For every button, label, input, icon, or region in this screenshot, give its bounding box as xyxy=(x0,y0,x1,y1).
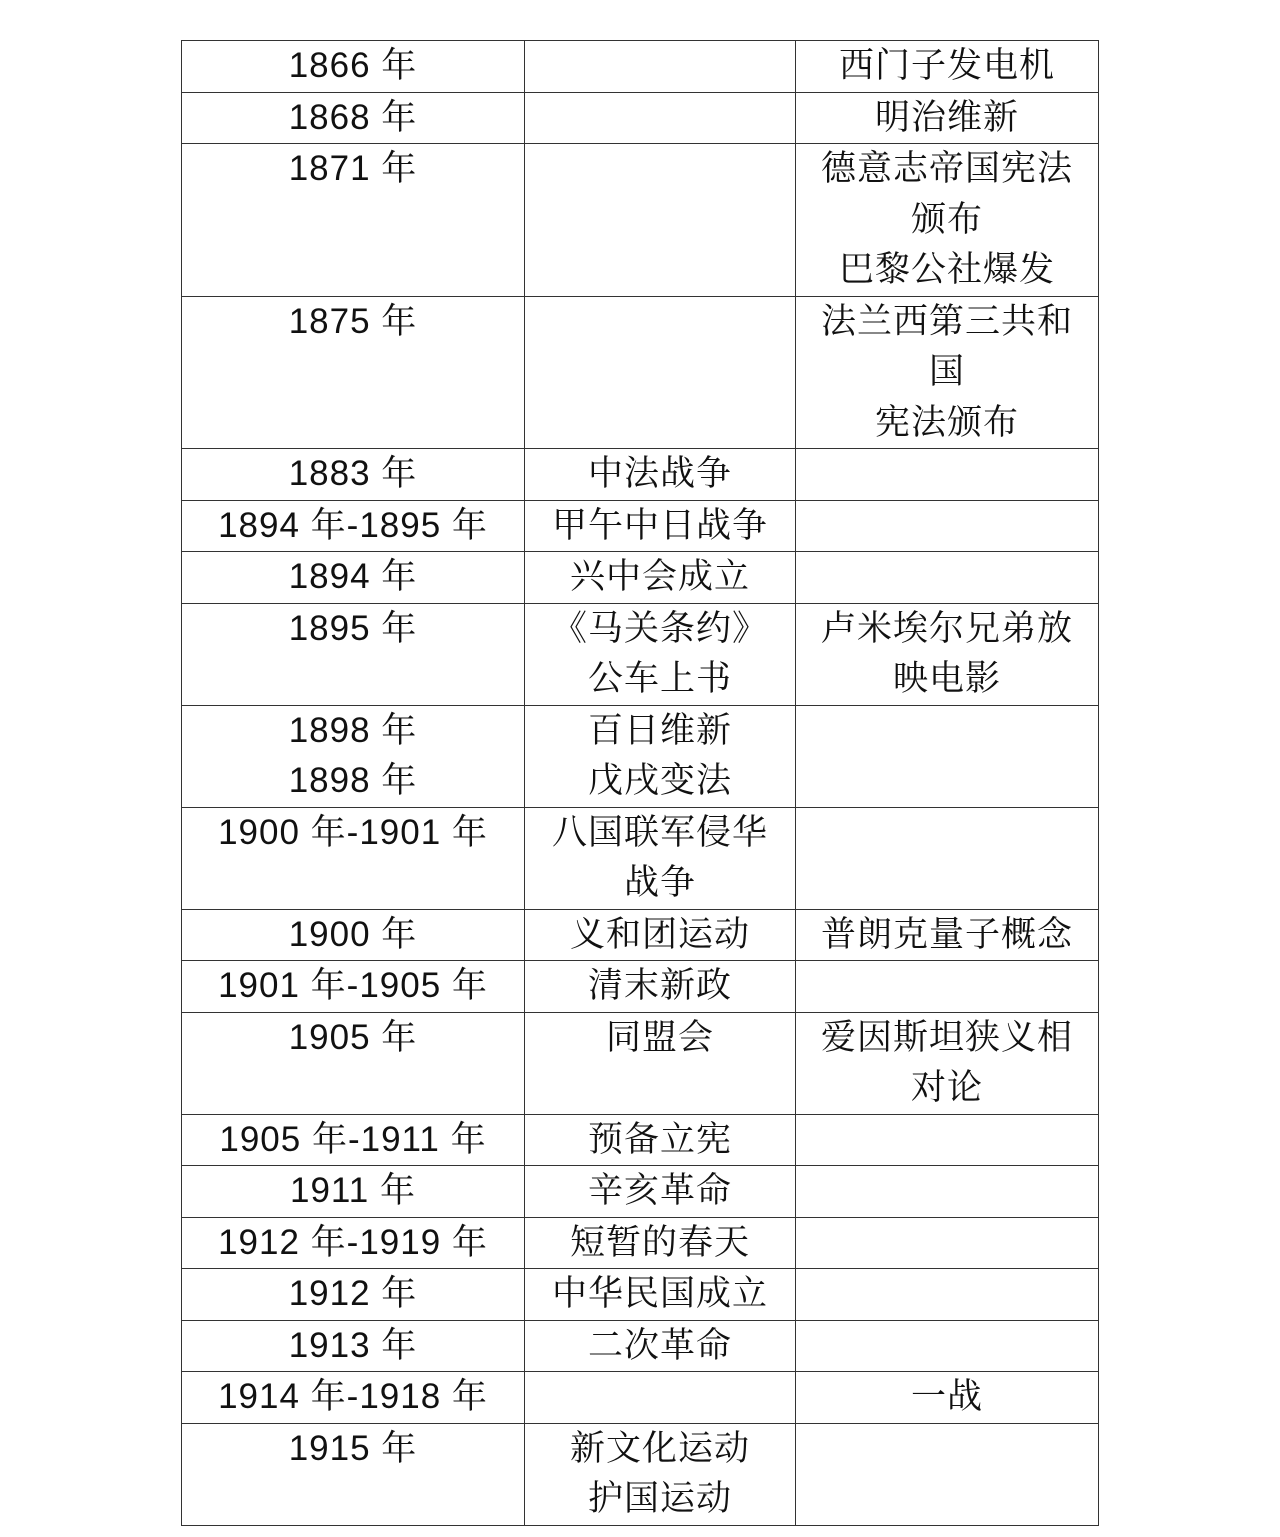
year-cell-line: 1895 年 xyxy=(288,608,418,648)
china-event-cell-line: 戊戌变法 xyxy=(587,761,732,801)
world-event-cell-line: 法兰西第三共和 xyxy=(820,301,1073,342)
world-event-cell-line: 对论 xyxy=(910,1068,983,1108)
china-event-cell xyxy=(525,1320,796,1372)
china-event-cell xyxy=(525,1012,796,1114)
world-event-cell-line: 爱因斯坦狭义相 xyxy=(820,1017,1073,1058)
world-event-cell xyxy=(796,1114,1099,1166)
table-row xyxy=(182,807,1099,909)
table-row xyxy=(182,500,1099,552)
china-event-cell-line: 预备立宪 xyxy=(587,1119,732,1160)
china-event-cell-line: 百日维新 xyxy=(587,710,732,751)
china-event-cell xyxy=(525,1269,796,1321)
table-row xyxy=(182,705,1099,807)
year-cell xyxy=(182,552,525,604)
world-event-cell xyxy=(796,705,1099,807)
china-event-cell-line: 护国运动 xyxy=(587,1479,732,1519)
table-row xyxy=(182,961,1099,1013)
history-timeline-table xyxy=(181,40,1099,1526)
china-event-cell xyxy=(525,807,796,909)
china-event-cell-line: 甲午中日战争 xyxy=(551,505,768,546)
china-event-cell-line: 新文化运动 xyxy=(569,1428,750,1469)
china-event-cell-line: 二次革命 xyxy=(587,1325,732,1366)
world-event-cell-line: 普朗克量子概念 xyxy=(820,914,1073,955)
world-event-cell xyxy=(796,552,1099,604)
china-event-cell-line: 清末新政 xyxy=(587,966,732,1006)
year-cell xyxy=(182,603,525,705)
china-event-cell-line: 同盟会 xyxy=(605,1017,714,1058)
world-event-cell-line: 宪法颁布 xyxy=(874,402,1019,443)
table-row xyxy=(182,1217,1099,1269)
table-row xyxy=(182,144,1099,297)
world-event-cell xyxy=(796,1320,1099,1372)
year-cell xyxy=(182,1012,525,1114)
world-event-cell xyxy=(796,92,1099,144)
year-cell xyxy=(182,1269,525,1321)
china-event-cell xyxy=(525,41,796,93)
china-event-cell-line: 中法战争 xyxy=(587,454,732,494)
table-row xyxy=(182,449,1099,501)
world-event-cell xyxy=(796,41,1099,93)
china-event-cell xyxy=(525,1217,796,1269)
china-event-cell xyxy=(525,603,796,705)
table-row xyxy=(182,603,1099,705)
world-event-cell-line: 国 xyxy=(928,352,965,392)
china-event-cell xyxy=(525,705,796,807)
year-cell-line: 1898 年 xyxy=(288,710,418,750)
table-row xyxy=(182,1012,1099,1114)
world-event-cell-line: 西门子发电机 xyxy=(838,46,1055,86)
world-event-cell-line: 颁布 xyxy=(910,199,983,240)
world-event-cell xyxy=(796,909,1099,961)
china-event-cell-line: 中华民国成立 xyxy=(551,1274,768,1314)
year-cell-line: 1875 年 xyxy=(288,301,418,341)
year-cell xyxy=(182,92,525,144)
table-row xyxy=(182,1166,1099,1218)
year-cell-line: 1905 年 xyxy=(288,1017,418,1057)
china-event-cell xyxy=(525,144,796,297)
table-row xyxy=(182,1269,1099,1321)
china-event-cell-line: 公车上书 xyxy=(587,659,732,699)
china-event-cell xyxy=(525,500,796,552)
world-event-cell-line: 卢米埃尔兄弟放 xyxy=(820,608,1073,649)
china-event-cell-line: 战争 xyxy=(623,863,696,903)
world-event-cell-line: 映电影 xyxy=(892,659,1001,699)
year-cell-line: 1868 年 xyxy=(288,97,418,137)
world-event-cell-line: 明治维新 xyxy=(874,97,1019,138)
table-row xyxy=(182,1320,1099,1372)
china-event-cell xyxy=(525,552,796,604)
china-event-cell-line: 《马关条约》 xyxy=(551,608,768,649)
china-event-cell-line: 义和团运动 xyxy=(569,914,750,955)
year-cell-line: 1915 年 xyxy=(288,1428,418,1468)
table-row xyxy=(182,552,1099,604)
world-event-cell xyxy=(796,1269,1099,1321)
world-event-cell-line: 一战 xyxy=(910,1377,983,1417)
year-cell xyxy=(182,807,525,909)
year-cell xyxy=(182,909,525,961)
year-cell-line: 1900 年-1901 年 xyxy=(218,812,488,852)
china-event-cell xyxy=(525,449,796,501)
year-cell xyxy=(182,296,525,449)
world-event-cell xyxy=(796,1423,1099,1525)
table-row xyxy=(182,296,1099,449)
world-event-cell xyxy=(796,1166,1099,1218)
year-cell xyxy=(182,1372,525,1424)
year-cell-line: 1883 年 xyxy=(288,454,418,493)
year-cell-line: 1911 年 xyxy=(290,1171,416,1210)
year-cell xyxy=(182,1320,525,1372)
year-cell xyxy=(182,1166,525,1218)
world-event-cell xyxy=(796,1217,1099,1269)
china-event-cell-line: 辛亥革命 xyxy=(587,1171,732,1211)
world-event-cell xyxy=(796,961,1099,1013)
year-cell xyxy=(182,961,525,1013)
year-cell-line: 1894 年-1895 年 xyxy=(218,505,488,545)
world-event-cell xyxy=(796,296,1099,449)
year-cell xyxy=(182,705,525,807)
year-cell-line: 1898 年 xyxy=(288,761,418,800)
china-event-cell xyxy=(525,92,796,144)
year-cell-line: 1905 年-1911 年 xyxy=(219,1119,487,1159)
china-event-cell xyxy=(525,1372,796,1424)
world-event-cell xyxy=(796,144,1099,297)
year-cell xyxy=(182,449,525,501)
year-cell-line: 1912 年-1919 年 xyxy=(218,1222,488,1262)
year-cell-line: 1912 年 xyxy=(288,1274,418,1313)
year-cell xyxy=(182,41,525,93)
timeline-body xyxy=(182,41,1099,1526)
table-row xyxy=(182,1372,1099,1424)
china-event-cell-line: 八国联军侵华 xyxy=(551,812,768,853)
world-event-cell xyxy=(796,1372,1099,1424)
china-event-cell xyxy=(525,1423,796,1525)
year-cell-line: 1914 年-1918 年 xyxy=(218,1377,488,1416)
year-cell xyxy=(182,500,525,552)
year-cell xyxy=(182,144,525,297)
table-row xyxy=(182,909,1099,961)
year-cell xyxy=(182,1217,525,1269)
year-cell-line: 1871 年 xyxy=(288,149,418,188)
table-row xyxy=(182,41,1099,93)
china-event-cell-line: 兴中会成立 xyxy=(569,557,750,597)
world-event-cell xyxy=(796,1012,1099,1114)
table-row xyxy=(182,1114,1099,1166)
world-event-cell xyxy=(796,449,1099,501)
year-cell-line: 1866 年 xyxy=(288,46,418,85)
china-event-cell-line: 短暂的春天 xyxy=(569,1222,750,1263)
china-event-cell xyxy=(525,1166,796,1218)
china-event-cell xyxy=(525,1114,796,1166)
world-event-cell xyxy=(796,500,1099,552)
year-cell-line: 1901 年-1905 年 xyxy=(218,966,488,1005)
year-cell xyxy=(182,1114,525,1166)
year-cell-line: 1900 年 xyxy=(288,914,418,954)
year-cell-line: 1913 年 xyxy=(288,1325,418,1365)
year-cell xyxy=(182,1423,525,1525)
year-cell-line: 1894 年 xyxy=(288,557,418,596)
world-event-cell xyxy=(796,807,1099,909)
china-event-cell xyxy=(525,296,796,449)
china-event-cell xyxy=(525,961,796,1013)
china-event-cell xyxy=(525,909,796,961)
table-row xyxy=(182,92,1099,144)
world-event-cell-line: 巴黎公社爆发 xyxy=(838,250,1055,290)
world-event-cell xyxy=(796,603,1099,705)
table-row xyxy=(182,1423,1099,1525)
world-event-cell-line: 德意志帝国宪法 xyxy=(820,149,1073,189)
